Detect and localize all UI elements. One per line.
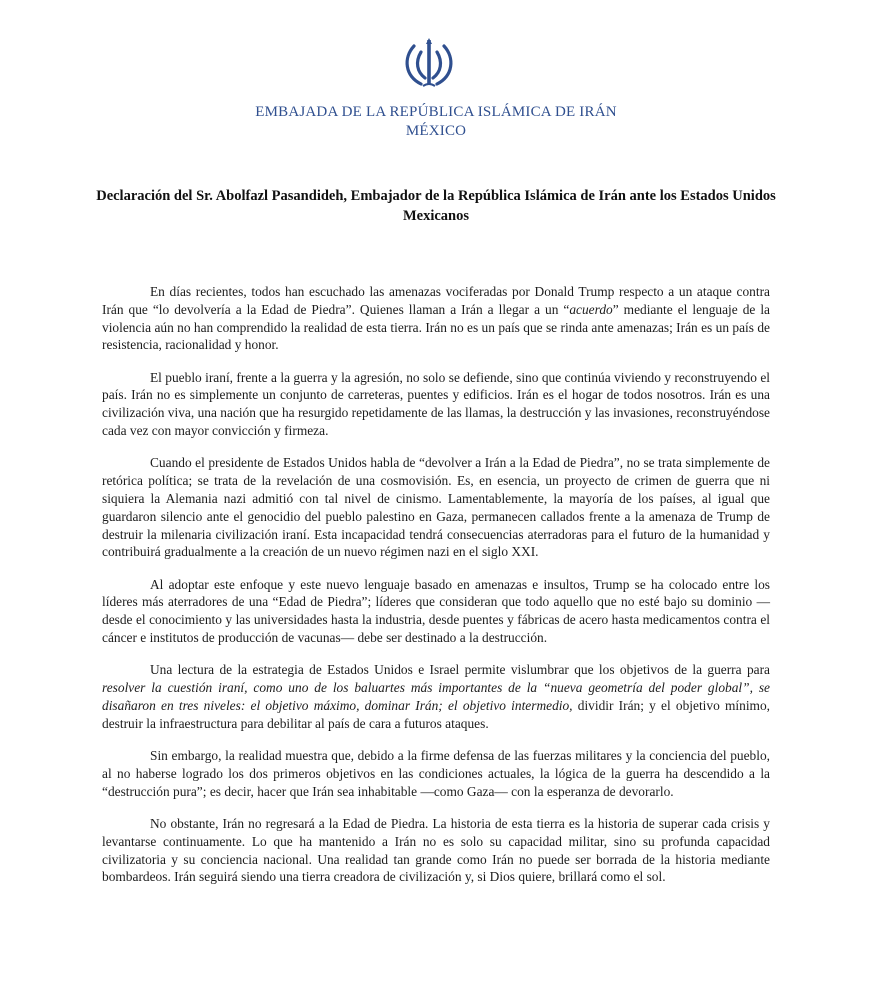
letterhead-line2: MÉXICO	[405, 123, 467, 139]
document-body	[102, 283, 770, 886]
paragraph: Al adoptar este enfoque y este nuevo lenguaje basado en amenazas e insultos, Trump se ha colocado entre los líderes más aterradores de una “Edad de Piedra”; líderes que consideran que todo aquello que no esté bajo su dominio —desde el conocimiento y las universidades hasta la industria, desde puentes y fábricas de acero hasta medicamentos contra el cáncer e institutos de producción de vacunas— debe ser destinado a la destrucción.	[102, 576, 770, 646]
document-title: Declaración del Sr. Abolfazl Pasandideh, Embajador de la República Islámica de Irán ante los Estados Unidos Mexicanos	[96, 188, 776, 224]
paragraph: El pueblo iraní, frente a la guerra y la agresión, no solo se defiende, sino que continúa viviendo y reconstruyendo el país. Irán no es simplemente un conjunto de carreteras, puentes y edificios. Irán es el hogar de todos nosotros. Irán es una civilización viva, una nación que ha resurgido repetidamente de las llamas, la destrucción y las invasiones, reconstruyéndose cada vez con mayor convicción y firmeza.	[102, 369, 770, 439]
iran-emblem-icon	[401, 36, 457, 92]
embassy-letterhead	[0, 103, 872, 141]
paragraph: Una lectura de la estrategia de Estados Unidos e Israel permite vislumbrar que los objetivos de la guerra para resolver la cuestión iraní, como uno de los baluartes más importantes de la “nueva geometría del poder global”, se disañaron en tres niveles: el objetivo máximo, dominar Irán; el objetivo intermedio, dividir Irán; y el objetivo mínimo, destruir la infraestructura para debilitar al país de cara a futuros ataques.	[102, 662, 771, 731]
paragraph: Sin embargo, la realidad muestra que, debido a la firme defensa de las fuerzas militares y la conciencia del pueblo, al no haberse logrado los dos primeros objetivos en las condiciones actuales, la lógica de la guerra ha descendido a la “destrucción pura”; es decir, hacer que Irán sea inhabitable —como Gaza— con la esperanza de devorarlo.	[102, 748, 770, 799]
paragraph: Cuando el presidente de Estados Unidos habla de “devolver a Irán a la Edad de Piedra”, no se trata simplemente de retórica política; se trata de la revelación de una cosmovisión. Es, en esencia, un proyecto de crimen de guerra que ni siquiera la Alemania nazi admitió con tal nivel de cinismo. Lamentablemente, la mayoría de los países, al igual que guardaron silencio ante el genocidio del pueblo palestino en Gaza, permanecen callados frente a la amenaza de Trump de destruir la milenaria civilización iraní. Esta incapacidad tendrá consecuencias aterradoras para el futuro de la humanidad y contribuirá gradualmente a la creación de un nuevo régimen nazi en el siglo XXI.	[102, 455, 770, 560]
paragraph: No obstante, Irán no regresará a la Edad de Piedra. La historia de esta tierra es la historia de superar cada crisis y levantarse continuamente. Lo que ha mantenido a Irán no es solo su capacidad militar, sino su profunda capacidad civilizatoria y su conciencia nacional. Una realidad tan grande como Irán no puede ser borrada de la historia mediante bombardeos. Irán seguirá siendo una tierra creadora de civilización y, si Dios quiere, brillará como el sol.	[102, 815, 770, 885]
letterhead-line1: EMBAJADA DE LA REPÚBLICA ISLÁMICA DE IRÁN	[255, 104, 617, 120]
paragraph: En días recientes, todos han escuchado las amenazas vociferadas por Donald Trump respecto a un ataque contra Irán que “lo devolvería a la Edad de Piedra”. Quienes llaman a Irán a llegar a un “acuerdo” mediante el lenguaje de la violencia aún no han comprendido la realidad de esta tierra. Irán no es un país que se rinda ante amenazas; Irán es un país de resistencia, racionalidad y honor.	[102, 284, 770, 353]
